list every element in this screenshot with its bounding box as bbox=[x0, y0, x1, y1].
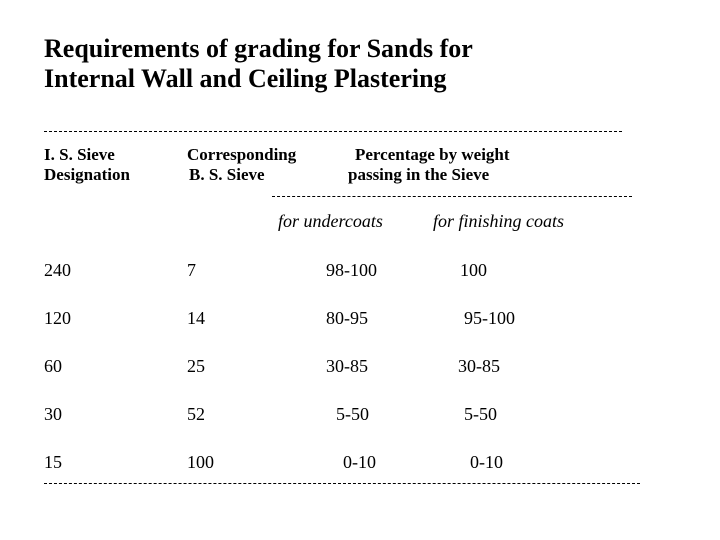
bottom-divider bbox=[44, 483, 640, 484]
table-row-1-finishing: 100 bbox=[460, 260, 487, 280]
table-row-5-is: 15 bbox=[44, 452, 62, 472]
table-row-2-finishing: 95-100 bbox=[464, 308, 515, 328]
table-row-5-finishing: 0-10 bbox=[470, 452, 503, 472]
table-row-3-finishing: 30-85 bbox=[458, 356, 500, 376]
table-row-2-bs: 14 bbox=[187, 308, 205, 328]
table-row-4-finishing: 5-50 bbox=[464, 404, 497, 424]
title-line-1: Requirements of grading for Sands for bbox=[44, 34, 473, 63]
header-undercoats: for undercoats bbox=[278, 211, 383, 231]
table-row-3-is: 60 bbox=[44, 356, 62, 376]
table-row-5-undercoats: 0-10 bbox=[343, 452, 376, 472]
page-title bbox=[44, 34, 684, 94]
table-row-3-bs: 25 bbox=[187, 356, 205, 376]
table-row-2-is: 120 bbox=[44, 308, 71, 328]
header-is-sieve: I. S. Sieve Designation bbox=[44, 145, 130, 184]
table-row-1-is: 240 bbox=[44, 260, 71, 280]
top-divider bbox=[44, 131, 622, 132]
title-line-2: Internal Wall and Ceiling Plastering bbox=[44, 64, 447, 93]
table-row-4-undercoats: 5-50 bbox=[336, 404, 369, 424]
percentage-divider bbox=[272, 196, 632, 197]
header-finishing-coats: for finishing coats bbox=[433, 211, 565, 231]
table-row-3-undercoats: 30-85 bbox=[326, 356, 368, 376]
table-row-5-bs: 100 bbox=[187, 452, 214, 472]
header-percentage: Percentage by weight passing in the Sieve bbox=[348, 145, 510, 184]
table-row-4-bs: 52 bbox=[187, 404, 205, 424]
table-row-1-bs: 7 bbox=[187, 260, 196, 280]
header-bs-sieve: Corresponding B. S. Sieve bbox=[187, 145, 297, 184]
table-row-2-undercoats: 80-95 bbox=[326, 308, 368, 328]
table-row-1-undercoats: 98-100 bbox=[326, 260, 377, 280]
table-row-4-is: 30 bbox=[44, 404, 62, 424]
